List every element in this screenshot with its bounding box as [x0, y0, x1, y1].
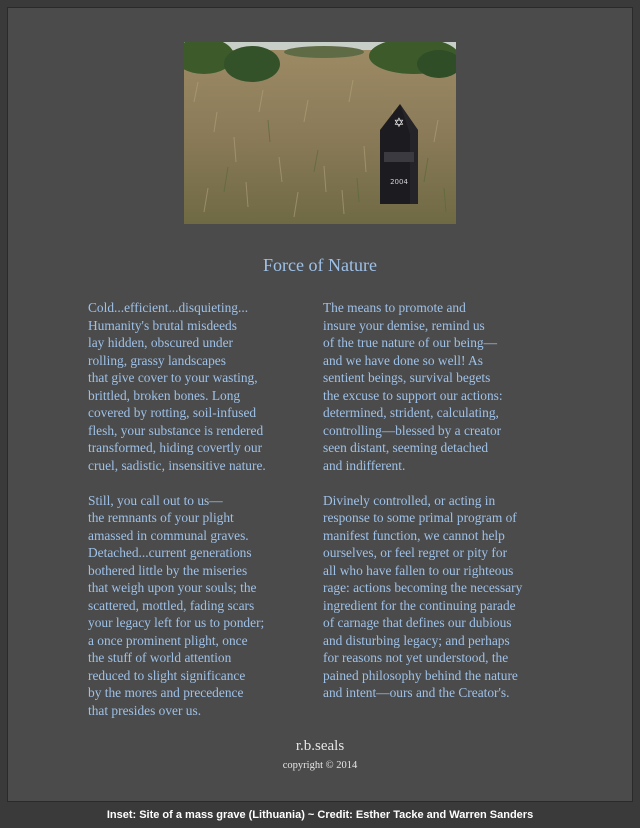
- poem-line: and intent—ours and the Creator's.: [323, 685, 510, 700]
- poem-line: that give cover to your wasting,: [88, 370, 258, 385]
- poem-line: insure your demise, remind us: [323, 317, 485, 333]
- poem-line: lay hidden, obscured under: [88, 335, 234, 350]
- poem-line: all who have fallen to our righteous: [323, 562, 514, 578]
- poem-line: that weigh upon your souls; the: [88, 580, 257, 595]
- poem-column-right: [323, 299, 563, 719]
- poem-line: manifest function, we cannot help: [323, 527, 505, 543]
- copyright-notice: copyright © 2014: [282, 760, 358, 771]
- poem-line: pained philosophy behind the nature: [323, 667, 518, 683]
- poem-line: controlling—blessed by a creator: [323, 422, 502, 438]
- stanza: [88, 299, 308, 474]
- poem-line: rolling, grassy landscapes: [88, 352, 226, 368]
- poem-line: cruel, sadistic, insensitive nature.: [88, 457, 266, 473]
- poem-line: Still, you call out to us—: [88, 492, 223, 508]
- poem-line: and we have done so well! As: [323, 352, 483, 368]
- memorial-field-image: [184, 42, 456, 224]
- stanza: [323, 299, 563, 474]
- poem-line: Cold...efficient...disquieting...: [88, 300, 249, 315]
- poem-line: The means to promote and: [323, 300, 466, 315]
- poem-line: amassed in communal graves.: [88, 527, 249, 543]
- poem-line: a once prominent plight, once: [88, 632, 248, 648]
- poem-line: sentient beings, survival begets: [323, 370, 491, 385]
- poem-line: bothered little by the miseries: [88, 562, 248, 578]
- poem-line: the remnants of your plight: [88, 510, 234, 525]
- star-of-david-icon: ✡: [393, 116, 405, 131]
- poem-line: brittled, broken bones. Long: [88, 387, 241, 403]
- poem-line: Detached...current generations: [88, 545, 252, 560]
- poem-line: determined, strident, calculating,: [323, 405, 499, 420]
- poem-title: Force of Nature: [263, 255, 377, 275]
- author-signature: r.b.seals: [295, 738, 345, 754]
- poem-line: seen distant, seeming detached: [323, 440, 489, 455]
- poem-line: Humanity's brutal misdeeds: [88, 317, 237, 333]
- poem-column-left: [88, 299, 308, 737]
- stanza: [88, 492, 308, 720]
- poem-line: that presides over us.: [88, 702, 202, 718]
- poem-line: response to some primal program of: [323, 510, 517, 525]
- inset-photo: [184, 42, 456, 224]
- poem-line: by the mores and precedence: [88, 685, 244, 700]
- poem-line: rage: actions becoming the necessary: [323, 580, 523, 595]
- stone-year: 2004: [390, 178, 408, 186]
- poem-line: and indifferent.: [323, 457, 406, 473]
- poem-line: your legacy left for us to ponder;: [88, 615, 265, 630]
- image-caption: Inset: Site of a mass grave (Lithuania) ~ Credit: Esther Tacke and Warren Sanders: [106, 809, 534, 821]
- stanza: [323, 492, 563, 702]
- poem-line: flesh, your substance is rendered: [88, 422, 264, 438]
- poem-line: ingredient for the continuing parade: [323, 597, 516, 613]
- poem-line: reduced to slight significance: [88, 667, 246, 683]
- poem-line: and disturbing legacy; and perhaps: [323, 632, 510, 648]
- poem-line: the excuse to support our actions:: [323, 387, 503, 403]
- poem-line: covered by rotting, soil-infused: [88, 405, 257, 420]
- poem-line: of the true nature of our being—: [323, 335, 498, 350]
- poem-line: ourselves, or feel regret or pity for: [323, 545, 508, 560]
- poem-line: of carnage that defines our dubious: [323, 615, 512, 630]
- poem-line: scattered, mottled, fading scars: [88, 597, 255, 613]
- poem-line: transformed, hiding covertly our: [88, 440, 263, 455]
- poem-line: for reasons not yet understood, the: [323, 650, 509, 665]
- poem-line: the stuff of world attention: [88, 650, 232, 665]
- poem-line: Divinely controlled, or acting in: [323, 492, 496, 508]
